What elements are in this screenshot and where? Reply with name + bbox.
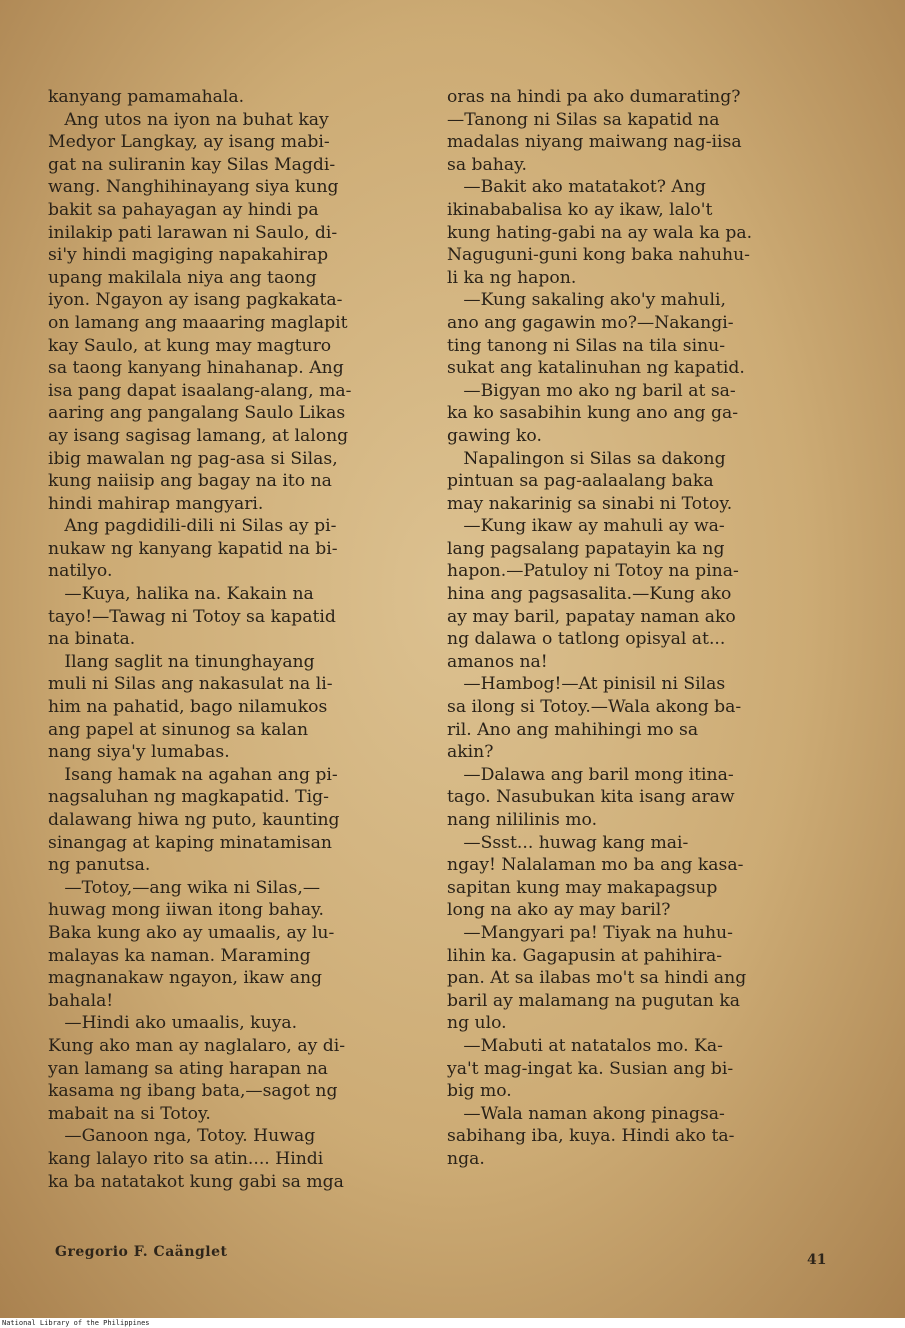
text-line: —Kung ikaw ay mahuli ay wa- <box>447 516 725 537</box>
text-line: hapon.—Patuloy ni Totoy na pina- <box>447 561 739 582</box>
text-line: ang papel at sinunog sa kalan <box>48 719 309 740</box>
text-line: ano ang gagawin mo?—Nakangi- <box>447 312 734 333</box>
text-line: kay Saulo, at kung may magturo <box>48 335 332 356</box>
text-line: lang pagsalang papatayin ka ng <box>447 538 725 559</box>
text-line: Naguguni-guni kong baka nahuhu- <box>447 245 750 266</box>
text-line: lihin ka. Gagapusin at pahihira- <box>447 945 723 966</box>
text-line: madalas niyang maiwang nag-iisa <box>447 132 742 153</box>
text-line: ka ko sasabihin kung ano ang ga- <box>447 403 739 424</box>
right-text-column <box>447 86 825 1171</box>
text-line: —Wala naman akong pinagsa- <box>447 1103 725 1124</box>
text-line: —Totoy,—ang wika ni Silas,— <box>48 877 321 898</box>
text-line: nang siya'y lumabas. <box>48 742 230 763</box>
text-line: natilyo. <box>48 561 113 582</box>
text-line: isa pang dapat isaalang-alang, ma- <box>48 380 352 401</box>
text-line: akin? <box>447 742 494 763</box>
text-line: —Hindi ako umaalis, kuya. <box>48 1013 298 1034</box>
text-line: oras na hindi pa ako dumarating? <box>447 87 741 107</box>
text-line: ting tanong ni Silas na tila sinu- <box>447 335 726 356</box>
text-line: ay isang sagisag lamang, at lalong <box>48 425 349 446</box>
text-line: si'y hindi magiging napakahirap <box>48 245 329 266</box>
text-line: kasama ng ibang bata,—sagot ng <box>48 1081 338 1102</box>
text-line: Isang hamak na agahan ang pi- <box>48 764 338 785</box>
text-line: li ka ng hapon. <box>447 267 577 288</box>
text-line: ka ba natatakot kung gabi sa mga <box>48 1171 344 1192</box>
text-line: Baka kung ako ay umaalis, ay lu- <box>48 922 335 943</box>
text-line: upang makilala niya ang taong <box>48 267 317 288</box>
text-line: kung hating-gabi na ay wala ka pa. <box>447 222 753 243</box>
text-line: —Bakit ako matatakot? Ang <box>447 177 706 198</box>
text-line: Napalingon si Silas sa dakong <box>447 448 726 469</box>
text-line: —Dalawa ang baril mong itina- <box>447 764 734 785</box>
text-line: bakit sa pahayagan ay hindi pa <box>48 199 319 220</box>
text-line: kanyang pamamahala. <box>48 87 245 107</box>
text-line: mabait na si Totoy. <box>48 1103 211 1124</box>
text-line: iyon. Ngayon ay isang pagkakata- <box>48 290 343 311</box>
text-line: ibig mawalan ng pag-asa si Silas, <box>48 448 338 469</box>
text-line: amanos na! <box>447 651 548 672</box>
text-line: —Ganoon nga, Totoy. Huwag <box>48 1126 316 1147</box>
text-line: —Kung sakaling ako'y mahuli, <box>447 290 726 311</box>
text-line: sukat ang katalinuhan ng kapatid. <box>447 358 745 379</box>
text-line: huwag mong iiwan itong bahay. <box>48 900 324 921</box>
text-line: bahala! <box>48 990 114 1011</box>
text-line: nga. <box>447 1148 485 1169</box>
text-line: tago. Nasubukan kita isang araw <box>447 787 735 808</box>
text-line: —Kuya, halika na. Kakain na <box>48 584 314 605</box>
text-line: hindi mahirap mangyari. <box>48 493 264 514</box>
text-line: ya't mag-ingat ka. Susian ang bi- <box>447 1058 734 1079</box>
text-line: —Ssst... huwag kang mai- <box>447 832 689 853</box>
text-line: —Tanong ni Silas sa kapatid na <box>447 109 720 130</box>
text-line: gat na suliranin kay Silas Magdi- <box>48 154 336 175</box>
text-line: may nakarinig sa sinabi ni Totoy. <box>447 493 733 514</box>
text-line: ril. Ano ang mahihingi mo sa <box>447 719 699 740</box>
text-line: Medyor Langkay, ay isang mabi- <box>48 132 330 153</box>
text-line: long na ako ay may baril? <box>447 900 671 921</box>
text-line: ng panutsa. <box>48 855 151 876</box>
text-line: kang lalayo rito sa atin.... Hindi <box>48 1148 324 1169</box>
text-line: inilakip pati larawan ni Saulo, di- <box>48 222 338 243</box>
text-line: —Mangyari pa! Tiyak na huhu- <box>447 922 733 943</box>
text-line: gawing ko. <box>447 425 542 446</box>
text-line: kung naiisip ang bagay na ito na <box>48 471 332 492</box>
text-line: him na pahatid, bago nilamukos <box>48 697 328 718</box>
text-line: malayas ka naman. Maraming <box>48 945 311 966</box>
text-line: sinangag at kaping minatamisan <box>48 832 332 853</box>
text-line: baril ay malamang na pugutan ka <box>447 990 740 1011</box>
text-line: sabihang iba, kuya. Hindi ako ta- <box>447 1126 735 1147</box>
text-line: pan. At sa ilabas mo't sa hindi ang <box>447 968 747 989</box>
text-line: muli ni Silas ang nakasulat na li- <box>48 674 333 695</box>
text-line: nang nililinis mo. <box>447 810 598 830</box>
footer-author: Gregorio F. Caänglet <box>55 1244 228 1260</box>
text-line: ay may baril, papatay naman ako <box>447 606 736 627</box>
library-credit: National Library of the Philippines <box>2 1319 150 1327</box>
text-line: na binata. <box>48 629 136 650</box>
text-line: Ilang saglit na tinunghayang <box>48 651 315 672</box>
left-text-column <box>48 86 422 1193</box>
text-line: Kung ako man ay naglalaro, ay di- <box>48 1035 346 1056</box>
text-line: ng dalawa o tatlong opisyal at... <box>447 629 726 650</box>
text-line: yan lamang sa ating harapan na <box>48 1058 328 1079</box>
page-number: 41 <box>807 1252 827 1268</box>
text-line: big mo. <box>447 1081 512 1102</box>
text-line: Ang utos na iyon na buhat kay <box>48 109 329 130</box>
text-line: nukaw ng kanyang kapatid na bi- <box>48 538 338 559</box>
text-line: —Hambog!—At pinisil ni Silas <box>447 674 726 695</box>
text-line: pintuan sa pag-aalaalang baka <box>447 471 714 492</box>
text-line: sa taong kanyang hinahanap. Ang <box>48 358 344 379</box>
text-line: dalawang hiwa ng puto, kaunting <box>48 810 340 830</box>
text-line: sa ilong si Totoy.—Wala akong ba- <box>447 697 742 718</box>
text-line: Ang pagdidili-dili ni Silas ay pi- <box>48 516 337 537</box>
text-line: on lamang ang maaaring maglapit <box>48 312 348 333</box>
text-line: magnanakaw ngayon, ikaw ang <box>48 968 323 989</box>
text-line: ng ulo. <box>447 1013 507 1034</box>
text-line: ikinababalisa ko ay ikaw, lalo't <box>447 199 713 220</box>
text-line: hina ang pagsasalita.—Kung ako <box>447 584 732 605</box>
text-line: nagsaluhan ng magkapatid. Tig- <box>48 787 329 808</box>
text-line: ngay! Nalalaman mo ba ang kasa- <box>447 855 744 876</box>
text-line: sa bahay. <box>447 154 527 175</box>
text-line: wang. Nanghihinayang siya kung <box>48 177 339 198</box>
text-line: tayo!—Tawag ni Totoy sa kapatid <box>48 606 336 627</box>
text-line: —Bigyan mo ako ng baril at sa- <box>447 380 736 401</box>
text-line: aaring ang pangalang Saulo Likas <box>48 403 346 424</box>
text-line: —Mabuti at natatalos mo. Ka- <box>447 1035 723 1056</box>
text-line: sapitan kung may makapagsup <box>447 877 718 898</box>
